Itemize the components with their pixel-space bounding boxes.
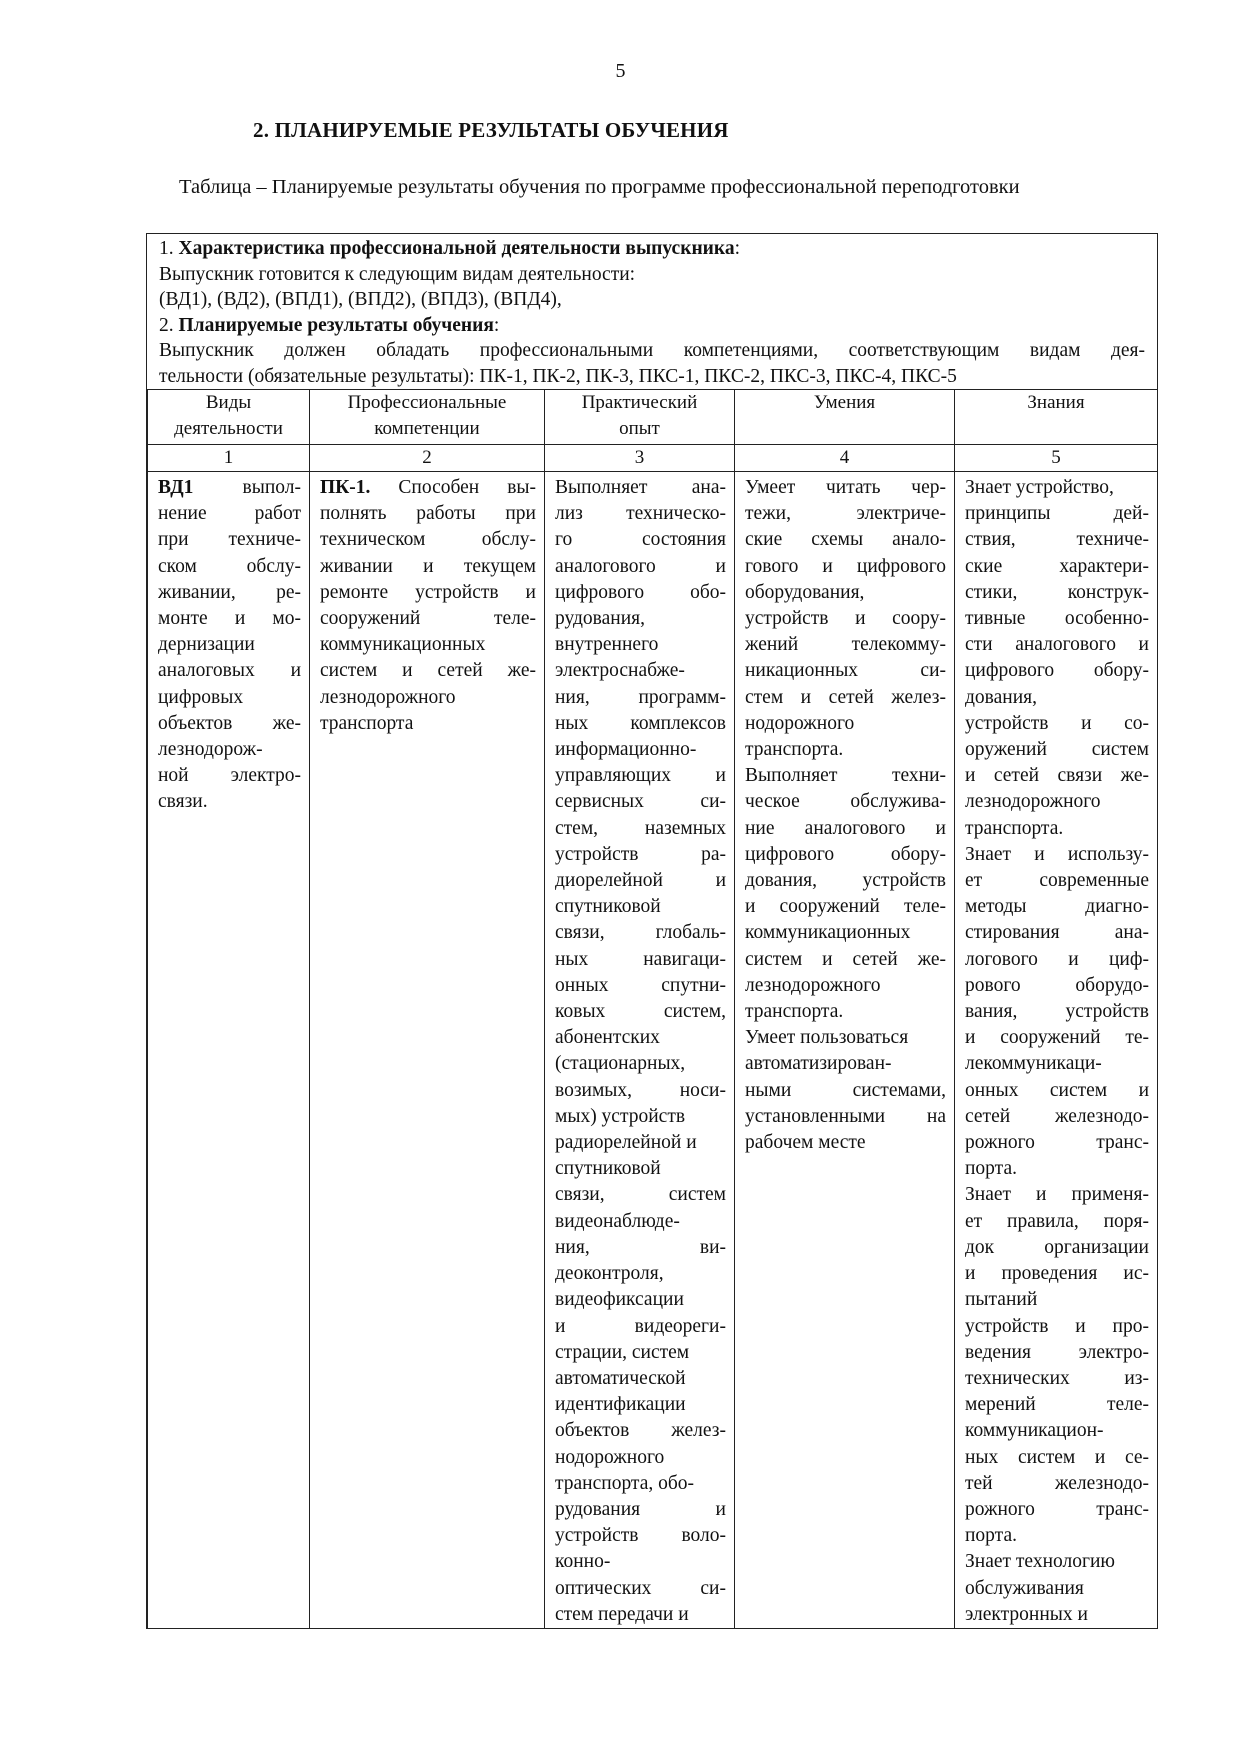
- cell-line: никационных си-: [745, 660, 946, 682]
- cell-line: устройств и про-: [965, 1315, 1149, 1337]
- header-line: Умения: [813, 392, 876, 413]
- intro-item-1-suffix: :: [734, 238, 741, 259]
- cell-line: объектов же-: [158, 712, 301, 734]
- cell-competence: [310, 472, 544, 737]
- cell-skills: [735, 472, 954, 1156]
- header-line: Профессиональные: [347, 392, 507, 413]
- table-caption: Таблица – Планируемые результаты обучения по программе профессиональной переподготовки: [179, 176, 1020, 198]
- cell-line: связи, систем: [555, 1184, 726, 1206]
- cell-line: транспорта.: [965, 817, 1064, 839]
- cell-line: и сооружений теле-: [745, 896, 946, 918]
- cell-line: монте и мо-: [158, 608, 301, 630]
- cell-line: дования,: [965, 686, 1037, 708]
- column-skills: [734, 390, 954, 1628]
- cell-line: автоматизирован-: [745, 1053, 892, 1075]
- header-line: Виды: [205, 392, 252, 413]
- results-table: [146, 233, 1158, 1629]
- cell-line: лезнодорож-: [158, 739, 263, 761]
- cell-line: установленными на: [745, 1105, 946, 1127]
- cell-line: связи.: [158, 791, 208, 813]
- cell-line: нение работ: [158, 503, 301, 525]
- cell-line: систем и сетей же-: [745, 948, 946, 970]
- cell-line: устройств и соору-: [745, 608, 946, 630]
- cell-line: дования, устройств: [745, 870, 946, 892]
- cell-line: сетей железнодо-: [965, 1105, 1149, 1127]
- competence-code: ПК-1.: [320, 477, 371, 498]
- cell-line: оптических си-: [555, 1577, 726, 1599]
- cell-line: порта.: [965, 1158, 1017, 1180]
- cell-line: транспорта.: [745, 1001, 844, 1023]
- cell-line: ет современные: [965, 870, 1149, 892]
- column-header: [545, 390, 734, 445]
- intro-line-5: Выпускник должен обладать профессиональными компетенциями, соответствующим видам дея-: [159, 340, 1145, 362]
- cell-line: (стационарных,: [555, 1053, 686, 1075]
- intro-line-2: Выпускник готовится к следующим видам деятельности:: [159, 263, 636, 285]
- cell-line: устройств и со-: [965, 712, 1149, 734]
- cell-line: информационно-: [555, 739, 697, 761]
- cell-line: рового оборудо-: [965, 974, 1149, 996]
- cell-line: стики, конструк-: [965, 581, 1149, 603]
- cell-line: жений телекомму-: [745, 634, 946, 656]
- cell-line: коммуникацион-: [965, 1420, 1104, 1442]
- cell-line: полнять работы при: [320, 503, 536, 525]
- cell-line: онных систем и: [965, 1079, 1149, 1101]
- cell-line: ческое обслужива-: [745, 791, 946, 813]
- cell-line: ствия, техниче-: [965, 529, 1149, 551]
- cell-line: рожного транс-: [965, 1132, 1149, 1154]
- cell-line: вания, устройств: [965, 1001, 1149, 1023]
- cell-line: ной электро-: [158, 765, 301, 787]
- cell-line: транспорта: [320, 712, 414, 734]
- cell-line: деоконтроля,: [555, 1263, 664, 1285]
- cell-line: лезнодорожного: [745, 974, 881, 996]
- cell-line: стем, наземных: [555, 817, 726, 839]
- page-number: 5: [615, 60, 626, 82]
- cell-line: сервисных си-: [555, 791, 726, 813]
- cell-line: тивные особенно-: [965, 608, 1149, 630]
- header-line: Практический: [581, 392, 698, 413]
- cell-line: тей железнодо-: [965, 1472, 1149, 1494]
- cell-line: док организации: [965, 1236, 1149, 1258]
- cell-line: ных комплексов: [555, 712, 726, 734]
- cell-line: оружений систем: [965, 739, 1149, 761]
- cell-line: аналоговых и: [158, 660, 301, 682]
- cell-line: лекоммуникаци-: [965, 1053, 1102, 1075]
- cell-line: спутниковой: [555, 1158, 661, 1180]
- cell-line: го состояния: [555, 529, 726, 551]
- cell-line: рожного транс-: [965, 1498, 1149, 1520]
- cell-line: диорелейной и: [555, 870, 726, 892]
- cell-line: Выполняет техни-: [745, 765, 946, 787]
- cell-line: ремонте устройств и: [320, 581, 536, 603]
- cell-activity: [148, 472, 309, 816]
- intro-item-1-title: Характеристика профессиональной деятельности выпускника: [178, 238, 735, 259]
- cell-line: идентификации: [555, 1394, 686, 1416]
- cell-line: устройств ра-: [555, 843, 726, 865]
- intro-item-1: [159, 236, 1145, 262]
- cell-line: техническом обслу-: [320, 529, 536, 551]
- cell-line: электронных и: [965, 1603, 1088, 1625]
- cell-line: ведения электро-: [965, 1341, 1149, 1363]
- cell-line: транспорта, обо-: [555, 1472, 695, 1494]
- cell-line: ковых систем,: [555, 1001, 726, 1023]
- cell-line: гового и цифрового: [745, 555, 946, 577]
- intro-item-2-suffix: :: [493, 314, 500, 336]
- cell-line: лиз техническо-: [555, 503, 726, 525]
- cell-line: возимых, носи-: [555, 1079, 726, 1101]
- cell-line: ние аналогового и: [745, 817, 946, 839]
- column-header: [148, 390, 309, 445]
- cell-line: Знает и применя-: [965, 1184, 1149, 1206]
- intro-item-2-title: Планируемые результаты обучения: [178, 314, 494, 336]
- cell-line: аналогового и: [555, 555, 726, 577]
- cell-line: видеонаблюде-: [555, 1210, 680, 1232]
- cell-line: систем и сетей же-: [320, 660, 536, 682]
- cell-line: конно-: [555, 1551, 611, 1573]
- cell-line: лезнодорожного: [965, 791, 1101, 813]
- cell-line: при техниче-: [158, 529, 301, 551]
- column-experience: [544, 390, 734, 1628]
- column-number: 1: [148, 445, 309, 472]
- cell-line: онных спутни-: [555, 974, 726, 996]
- header-line: опыт: [619, 418, 660, 439]
- column-knowledge: [954, 390, 1157, 1628]
- cell-line: сооружений теле-: [320, 608, 536, 630]
- cell-line: и сооружений те-: [965, 1027, 1149, 1049]
- cell-line: мерений теле-: [965, 1394, 1149, 1416]
- cell-line: абонентских: [555, 1027, 660, 1049]
- cell-line: Знает технологию: [965, 1551, 1115, 1573]
- cell-line: страции, систем: [555, 1341, 690, 1363]
- cell-line: рабочем месте: [745, 1132, 866, 1154]
- cell-line: стем и сетей желез-: [745, 686, 946, 708]
- column-header: [310, 390, 544, 445]
- cell-line: тежи, электриче-: [745, 503, 946, 525]
- cell-line: выпол-: [242, 477, 301, 498]
- intro-item-2-prefix: 2.: [159, 314, 179, 336]
- cell-line: ния, ви-: [555, 1236, 726, 1258]
- cell-line: и видеореги-: [555, 1315, 726, 1337]
- header-line: компетенции: [374, 418, 480, 439]
- cell-knowledge: [955, 472, 1157, 1628]
- intro-item-2: [159, 313, 1145, 339]
- cell-line: Знает устройство,: [965, 477, 1114, 498]
- cell-line: пытаний: [965, 1289, 1038, 1311]
- cell-line: ния, программ-: [555, 686, 726, 708]
- column-number: 3: [545, 445, 734, 472]
- activity-code: ВД1: [158, 477, 194, 498]
- cell-line: транспорта.: [745, 739, 844, 761]
- intro-item-1-prefix: 1.: [159, 238, 179, 259]
- cell-line: цифровых: [158, 686, 244, 708]
- cell-line: сти аналогового и: [965, 634, 1149, 656]
- table-intro: [147, 234, 1157, 390]
- cell-line: связи, глобаль-: [555, 922, 726, 944]
- cell-line: Умеет читать чер-: [745, 477, 946, 498]
- cell-line: оборудования,: [745, 581, 865, 603]
- cell-line: ных навигаци-: [555, 948, 726, 970]
- cell-line: коммуникационных: [320, 634, 486, 656]
- cell-line: мых) устройств: [555, 1105, 686, 1127]
- cell-line: нодорожного: [555, 1446, 665, 1468]
- cell-line: видеофиксации: [555, 1289, 684, 1311]
- cell-line: Умеет пользоваться: [745, 1027, 909, 1049]
- column-competences: [309, 390, 544, 1628]
- cell-line: радиорелейной и: [555, 1132, 697, 1154]
- cell-experience: [545, 472, 734, 1628]
- cell-line: ские схемы анало-: [745, 529, 946, 551]
- cell-line: живании, ре-: [158, 581, 301, 603]
- cell-line: цифрового обо-: [555, 581, 726, 603]
- cell-line: ными системами,: [745, 1079, 946, 1101]
- cell-line: обслуживания: [965, 1577, 1084, 1599]
- cell-line: принципы дей-: [965, 503, 1149, 525]
- cell-line: Выполняет ана-: [555, 477, 726, 498]
- cell-line: ские характери-: [965, 555, 1149, 577]
- cell-line: ных систем и се-: [965, 1446, 1149, 1468]
- cell-line: управляющих и: [555, 765, 726, 787]
- cell-line: и проведения ис-: [965, 1263, 1149, 1285]
- section-title: 2. ПЛАНИРУЕМЫЕ РЕЗУЛЬТАТЫ ОБУЧЕНИЯ: [253, 118, 729, 142]
- cell-line: стирования ана-: [965, 922, 1149, 944]
- cell-line: устройств воло-: [555, 1525, 726, 1547]
- header-line: деятельности: [174, 418, 283, 439]
- cell-line: спутниковой: [555, 896, 661, 918]
- column-number: 2: [310, 445, 544, 472]
- header-line: Знания: [1027, 392, 1085, 413]
- cell-line: и сетей связи же-: [965, 765, 1149, 787]
- column-header: [735, 390, 954, 445]
- cell-line: стем передачи и: [555, 1603, 689, 1625]
- cell-line: порта.: [965, 1525, 1017, 1547]
- column-number: 4: [735, 445, 954, 472]
- cell-line: объектов желез-: [555, 1420, 726, 1442]
- cell-line: дернизации: [158, 634, 255, 656]
- cell-line: рудования и: [555, 1498, 726, 1520]
- cell-line: технических из-: [965, 1367, 1149, 1389]
- cell-line: методы диагно-: [965, 896, 1149, 918]
- cell-line: внутреннего: [555, 634, 659, 656]
- cell-line: ском обслу-: [158, 555, 301, 577]
- cell-line: цифрового обору-: [745, 843, 946, 865]
- cell-line: ет правила, поря-: [965, 1210, 1149, 1232]
- intro-line-6: тельности (обязательные результаты): ПК-1, ПК-2, ПК-3, ПКС-1, ПКС-2, ПКС-3, ПКС-4, ПКС-5: [159, 365, 957, 387]
- cell-line: коммуникационных: [745, 922, 911, 944]
- cell-line: логового и циф-: [965, 948, 1149, 970]
- cell-line: рудования,: [555, 608, 646, 630]
- cell-line: живании и текущем: [320, 555, 536, 577]
- cell-line: Способен вы-: [398, 477, 536, 498]
- cell-line: цифрового обору-: [965, 660, 1149, 682]
- column-activities: [147, 390, 309, 1628]
- cell-line: электроснабже-: [555, 660, 685, 682]
- intro-line-3: (ВД1), (ВД2), (ВПД1), (ВПД2), (ВПД3), (ВПД4),: [159, 289, 562, 311]
- cell-line: Знает и использу-: [965, 843, 1149, 865]
- cell-line: автоматической: [555, 1367, 686, 1389]
- column-number: 5: [955, 445, 1157, 472]
- cell-line: лезнодорожного: [320, 686, 456, 708]
- column-header: [955, 390, 1157, 445]
- cell-line: нодорожного: [745, 712, 855, 734]
